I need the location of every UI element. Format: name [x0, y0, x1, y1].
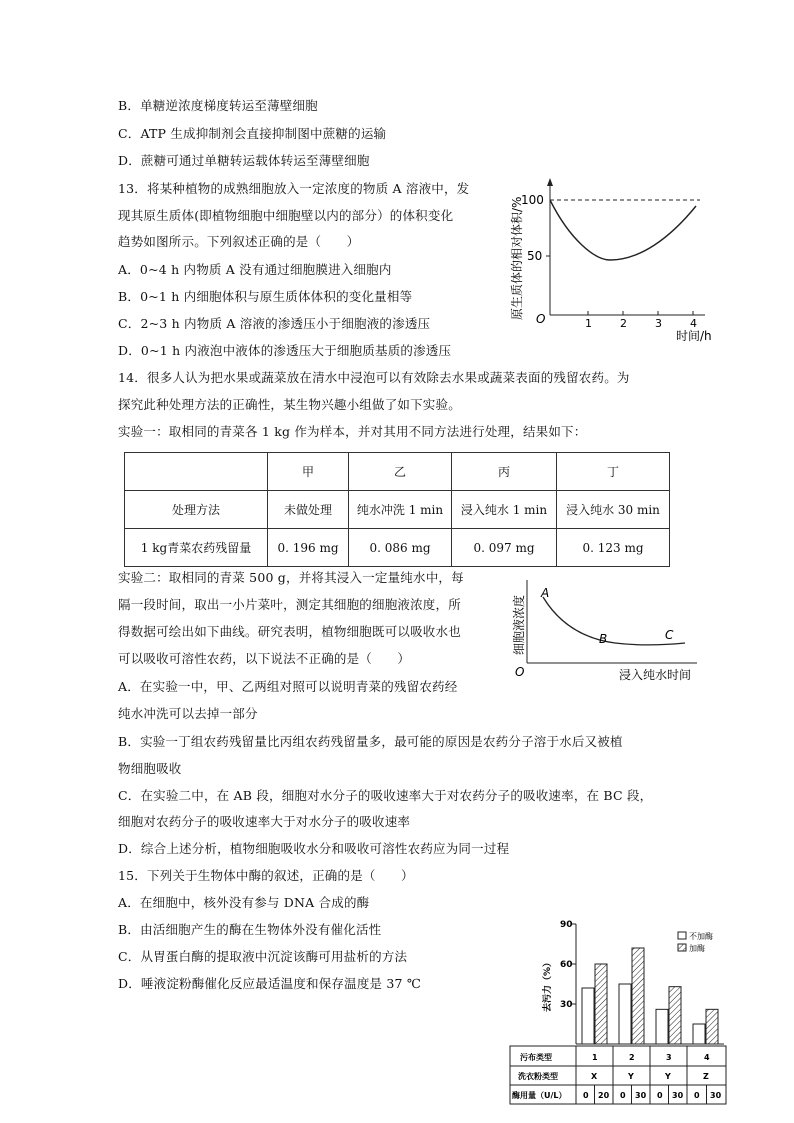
- bar-enzyme: [632, 948, 644, 1044]
- q14-experiment1: 实验一：取相同的青菜各 1 kg 作为样本，并对其用不同方法进行处理，结果如下：: [118, 424, 587, 439]
- point-c-label: C: [665, 628, 674, 642]
- experiment1-table: [124, 452, 670, 567]
- stain-type-cell: 1: [592, 1053, 598, 1062]
- y-tick-label: 50: [527, 249, 543, 263]
- q13-option-b: B．0~1 h 内细胞体积与原生质体体积的变化量相等: [118, 289, 413, 304]
- row-label-stain: 污布类型: [520, 1053, 552, 1062]
- enzyme-dose-cell: 30: [635, 1091, 647, 1100]
- table-cell: 纯水冲洗 1 min: [349, 491, 452, 529]
- table-header-cell: 甲: [268, 453, 349, 491]
- y-axis-label: 细胞液浓度: [512, 594, 526, 655]
- y-axis-arrow: [547, 178, 553, 186]
- legend-label-enzyme: 加酶: [689, 944, 705, 953]
- bar-enzyme: [706, 1009, 718, 1044]
- table-cell: 0. 196 mg: [268, 529, 349, 567]
- bar-no-enzyme: [619, 984, 631, 1044]
- x-tick-label: 3: [655, 317, 662, 330]
- q14-option-b-line1: B．实验一丁组农药残留量比丙组农药残留量多，最可能的原因是农药分子溶于水后又被植: [118, 734, 623, 749]
- q15-option-a: A．在细胞中，核外没有参与 DNA 合成的酶: [118, 895, 370, 910]
- q13-option-d: D．0~1 h 内液泡中液体的渗透压大于细胞质基质的渗透压: [118, 343, 452, 358]
- table-cell: 0. 097 mg: [452, 529, 557, 567]
- table-cell: 处理方法: [125, 491, 268, 529]
- q15-stem: 15．下列关于生物体中酶的叙述，正确的是（ ）: [118, 868, 414, 883]
- q12-option-c: C．ATP 生成抑制剂会直接抑制图中蔗糖的运输: [118, 126, 387, 141]
- legend-swatch-enzyme: [678, 944, 686, 951]
- q14-option-b-line2: 物细胞吸收: [118, 761, 182, 776]
- origin-label: O: [536, 312, 546, 326]
- detergent-type-cell: X: [591, 1072, 598, 1081]
- q13-stem-line3: 趋势如图所示。下列叙述正确的是（ ）: [118, 234, 360, 249]
- table-cell: 浸入纯水 30 min: [557, 491, 670, 529]
- enzyme-dose-cell: 20: [598, 1091, 610, 1100]
- enzyme-dose-cell: 0: [620, 1091, 626, 1100]
- volume-curve: [550, 200, 696, 260]
- legend-label-no-enzyme: 不加酶: [689, 932, 713, 941]
- q15-option-c: C．从胃蛋白酶的提取液中沉淀该酶可用盐析的方法: [118, 949, 408, 964]
- q14-experiment2-line2: 隔一段时间，取出一小片菜叶，测定其细胞的细胞液浓度，所: [118, 597, 461, 612]
- row-label-detergent: 洗衣粉类型: [518, 1072, 558, 1081]
- detergent-type-cell: Y: [665, 1072, 671, 1081]
- y-axis-label: 去污力（%）: [543, 957, 553, 1012]
- bar-enzyme: [669, 987, 681, 1044]
- enzyme-dose-cell: 30: [672, 1091, 684, 1100]
- q12-option-d: D．蔗糖可通过单糖转运载体转运至薄壁细胞: [118, 153, 370, 168]
- bar-no-enzyme: [582, 988, 594, 1044]
- q13-stem-line2: 现其原生质体(即植物细胞中细胞壁以内的部分）的体积变化: [118, 208, 454, 223]
- q14-option-a-line2: 纯水冲洗可以去掉一部分: [118, 706, 258, 721]
- table-cell: 0. 086 mg: [349, 529, 452, 567]
- q15-option-d: D．唾液淀粉酶催化反应最适温度和保存温度是 37 ℃: [118, 976, 422, 991]
- q14-stem-line1: 14．很多人认为把水果或蔬菜放在清水中浸泡可以有效除去水果或蔬菜表面的残留农药。为: [118, 370, 630, 385]
- bar-no-enzyme: [693, 1024, 705, 1044]
- x-tick-label: 1: [585, 317, 592, 330]
- q13-figure: [500, 170, 720, 350]
- y-axis-label: 原生质体的相对体积/%: [510, 196, 524, 320]
- row-label-enzyme-dose: 酶用量（U/L）: [512, 1091, 567, 1100]
- q13-stem-line1: 13．将某种植物的成熟细胞放入一定浓度的物质 A 溶液中，发: [118, 181, 470, 196]
- table-header-cell: [125, 453, 268, 491]
- x-tick-label: 4: [690, 317, 697, 330]
- q15-bar-chart: [506, 912, 730, 1122]
- q14-experiment2-line3: 得数据可绘出如下曲线。研究表明，植物细胞既可以吸收水也: [118, 624, 461, 639]
- table-cell: 浸入纯水 1 min: [452, 491, 557, 529]
- q14-experiment2-line4: 可以吸收可溶性农药，以下说法不正确的是（ ）: [118, 651, 411, 666]
- stain-type-cell: 2: [629, 1053, 635, 1062]
- q14-experiment2-line1: 实验二：取相同的青菜 500 g，并将其浸入一定量纯水中，每: [118, 570, 464, 585]
- point-a-label: A: [541, 586, 550, 600]
- q15-data-table: [510, 1046, 726, 1104]
- stain-type-cell: 3: [666, 1053, 672, 1062]
- detergent-type-cell: Z: [703, 1072, 709, 1081]
- x-axis-label: 浸入纯水时间: [619, 668, 692, 682]
- q14-option-a-line1: A．在实验一中，甲、乙两组对照可以说明青菜的残留农药经: [118, 679, 458, 694]
- q14-figure: [505, 575, 705, 685]
- table-header-cell: 丙: [452, 453, 557, 491]
- point-b-label: B: [599, 632, 608, 646]
- enzyme-dose-cell: 30: [710, 1091, 722, 1100]
- y-tick-label: 90: [560, 920, 573, 930]
- enzyme-dose-cell: 0: [583, 1091, 589, 1100]
- q14-option-c-line1: C．在实验二中，在 AB 段，细胞对水分子的吸收速率大于对农药分子的吸收速率，在 BC 段，: [118, 788, 653, 803]
- enzyme-dose-cell: 0: [694, 1091, 700, 1100]
- table-header-cell: 乙: [349, 453, 452, 491]
- table-cell: 1 kg青菜农药残留量: [125, 529, 268, 567]
- x-axis-label: 时间/h: [676, 329, 712, 343]
- q13-option-c: C．2~3 h 内物质 A 溶液的渗透压小于细胞液的渗透压: [118, 316, 431, 331]
- q14-option-c-line2: 细胞对农药分子的吸收速率大于对水分子的吸收速率: [118, 814, 411, 829]
- legend-swatch-no-enzyme: [678, 932, 686, 939]
- y-tick-label: 30: [560, 1000, 573, 1010]
- q15-option-b: B．由活细胞产生的酶在生物体外没有催化活性: [118, 922, 382, 937]
- origin-label: O: [515, 665, 525, 679]
- table-cell: 未做处理: [268, 491, 349, 529]
- enzyme-dose-cell: 0: [657, 1091, 663, 1100]
- table-cell: 0. 123 mg: [557, 529, 670, 567]
- detergent-type-cell: Y: [628, 1072, 634, 1081]
- q14-option-d: D．综合上述分析，植物细胞吸收水分和吸收可溶性农药应为同一过程: [118, 841, 510, 856]
- table-header-cell: 丁: [557, 453, 670, 491]
- q13-option-a: A．0~4 h 内物质 A 没有通过细胞膜进入细胞内: [118, 262, 392, 277]
- bar-no-enzyme: [656, 1009, 668, 1044]
- stain-type-cell: 4: [704, 1053, 710, 1062]
- q12-option-b: B．单糖逆浓度梯度转运至薄壁细胞: [118, 98, 318, 113]
- concentration-curve: [543, 597, 685, 645]
- y-tick-label: 100: [521, 193, 544, 207]
- bar-enzyme: [595, 964, 607, 1044]
- y-tick-label: 60: [560, 960, 573, 970]
- q14-stem-line2: 探究此种处理方法的正确性，某生物兴趣小组做了如下实验。: [118, 397, 461, 412]
- x-tick-label: 2: [620, 317, 627, 330]
